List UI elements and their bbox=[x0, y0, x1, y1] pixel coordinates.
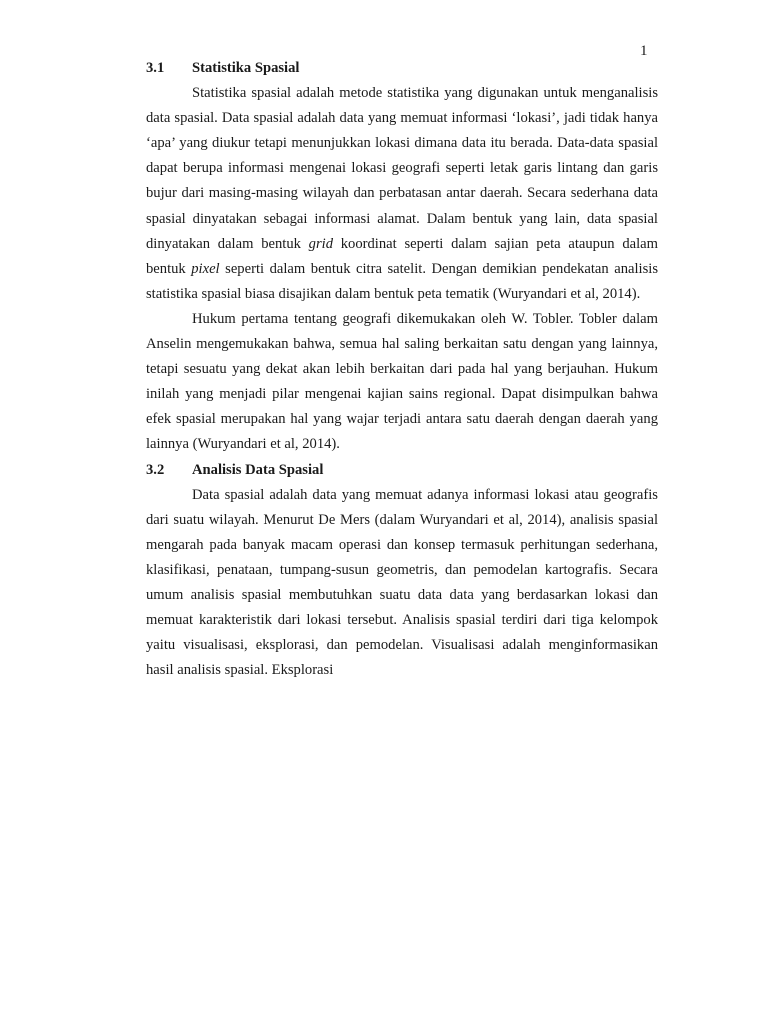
section-number: 3.1 bbox=[146, 60, 165, 76]
section-title: Analisis Data Spasial bbox=[192, 461, 324, 478]
section-title: Statistika Spasial bbox=[192, 60, 300, 76]
paragraph-statistika-spasial bbox=[146, 81, 658, 307]
section-heading-3-1 bbox=[146, 56, 658, 81]
section-number: 3.2 bbox=[146, 461, 165, 478]
page-content bbox=[146, 56, 658, 683]
page-number: 1 bbox=[640, 43, 648, 59]
paragraph-text: Statistika spasial adalah metode statistika yang digunakan untuk menganalisis data spasial. Data spasial adalah data yang memuat informasi ‘lokasi’, jadi tidak hanya ‘apa’ yang diukur tetapi menunjukkan lokasi dimana data itu berada. Data-data spasial dapat berupa informasi mengenai lokasi geografi seperti letak garis lintang dan garis bujur dari masing-masing wilayah dan perbatasan antar daerah. Secara sederhana data spasial dinyatakan sebagai informasi alamat. Dalam bentuk yang lain, data spasial dinyatakan dalam bentuk bbox=[146, 85, 658, 252]
paragraph-analisis-data-spasial: Data spasial adalah data yang memuat adanya informasi lokasi atau geografis dari suatu wilayah. Menurut De Mers (dalam Wuryandari et al, 2014), analisis spasial mengarah pada banyak macam operasi dan konsep termasuk perhitungan sederhana, klasifikasi, penataan, tumpang-susun geometris, dan pemodelan kartografis. Secara umum analisis spasial membutuhkan suatu data data yang berdasarkan lokasi dan memuat karakteristik dari lokasi tersebut. Analisis spasial terdiri dari tiga kelompok yaitu visualisasi, eksplorasi, dan pemodelan. Visualisasi adalah menginformasikan hasil analisis spasial. Eksplorasi bbox=[146, 486, 658, 679]
paragraph-hukum-tobler: Hukum pertama tentang geografi dikemukakan oleh W. Tobler. Tobler dalam Anselin mengemukakan bahwa, semua hal saling berkaitan satu dengan yang lainnya, tetapi sesuatu yang dekat akan lebih berkaitan dari pada hal yang berjauhan. Hukum inilah yang menjadi pilar mengenai kajian sains regional. Dapat disimpulkan bahwa efek spasial merupakan hal yang wajar terjadi antara satu daerah dengan daerah yang lainnya (Wuryandari et al, 2014). bbox=[146, 310, 658, 453]
paragraph-text: koordinat seperti dalam sajian peta ataupun dalam bentuk bbox=[146, 235, 658, 277]
italic-term-pixel: pixel bbox=[191, 260, 220, 277]
italic-term-grid: grid bbox=[308, 235, 333, 252]
section-heading-3-2 bbox=[146, 458, 658, 483]
paragraph-text: seperti dalam bentuk citra satelit. Dengan demikian pendekatan analisis statistika spasial biasa disajikan dalam bentuk peta tematik (Wuryandari et al, 2014). bbox=[146, 260, 658, 302]
